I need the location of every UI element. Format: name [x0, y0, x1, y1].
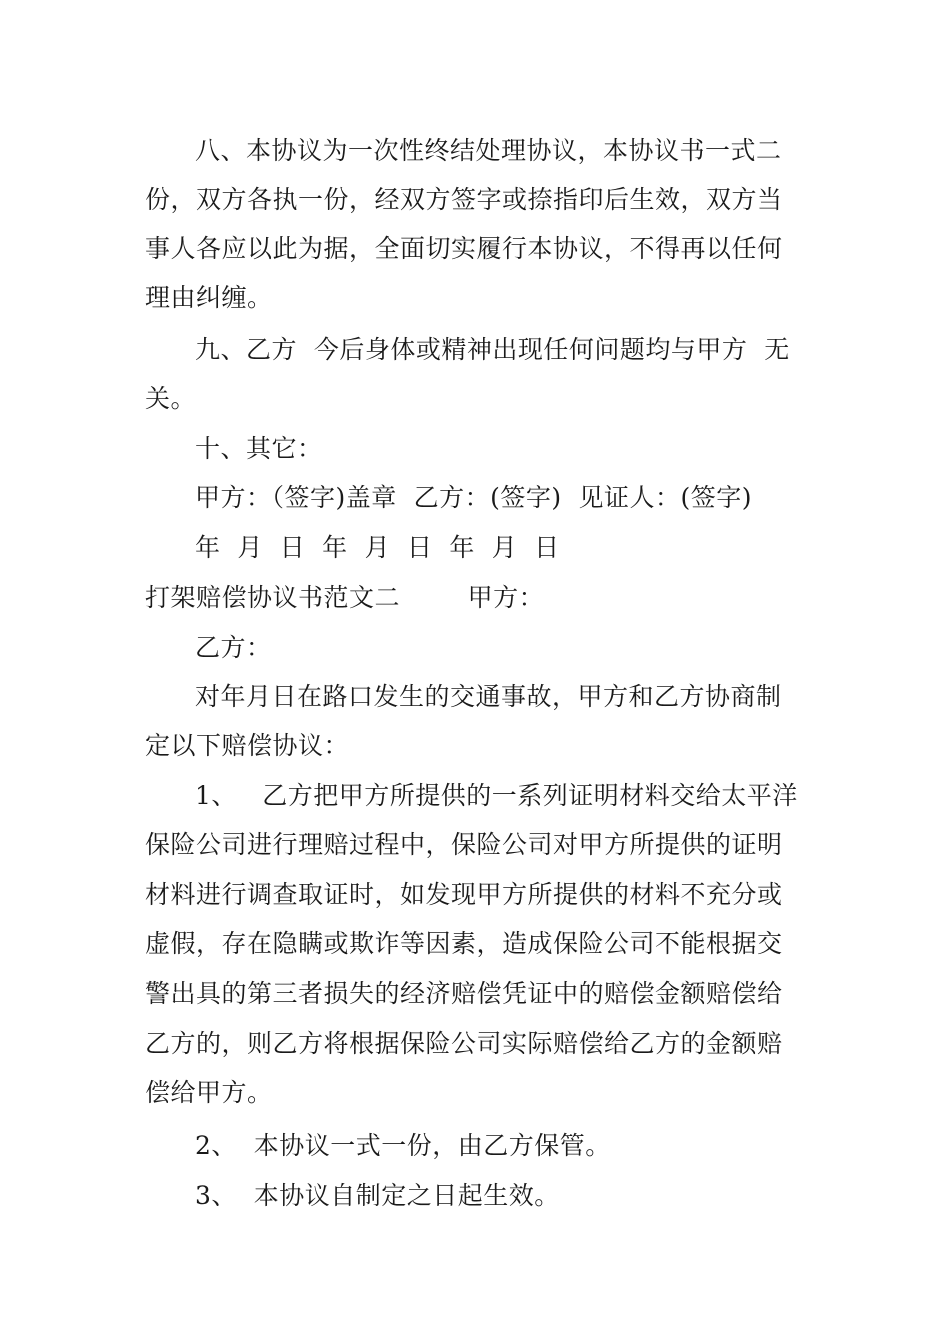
section-title-line: 打架赔偿协议书范文二 甲方： [145, 583, 545, 612]
intro-line-1: 对年月日在路口发生的交通事故，甲方和乙方协商制 [195, 682, 782, 711]
item-1-line-7: 偿给甲方。 [145, 1078, 273, 1107]
item-1-line-3: 材料进行调查取证时，如发现甲方所提供的材料不充分或 [145, 880, 783, 909]
item-1-line-1: 1、 乙方把甲方所提供的一系列证明材料交给太平洋 [195, 781, 798, 810]
date-line: 年 月 日 年 月 日 年 月 日 [195, 533, 560, 562]
clause-9-line-1: 九、乙方 今后身体或精神出现任何问题均与甲方 无 [195, 335, 790, 364]
item-2-line: 2、 本协议一式一份，由乙方保管。 [195, 1131, 611, 1160]
clause-8-line-4: 理由纠缠。 [145, 283, 273, 312]
clause-9-line-2: 关。 [145, 384, 197, 413]
intro-line-2: 定以下赔偿协议： [145, 731, 350, 760]
clause-8-line-1: 八、本协议为一次性终结处理协议，本协议书一式二 [195, 136, 782, 165]
signature-line: 甲方：（签字)盖章 乙方：(签字) 见证人：(签字) [195, 483, 753, 512]
clause-8-line-2: 份，双方各执一份，经双方签字或捺指印后生效，双方当 [145, 185, 783, 214]
item-1-line-6: 乙方的，则乙方将根据保险公司实际赔偿给乙方的金额赔 [145, 1029, 783, 1058]
item-1-line-5: 警出具的第三者损失的经济赔偿凭证中的赔偿金额赔偿给 [145, 979, 783, 1008]
clause-10-line: 十、其它： [195, 434, 323, 463]
item-3-line: 3、 本协议自制定之日起生效。 [195, 1181, 560, 1210]
clause-8-line-3: 事人各应以此为据，全面切实履行本协议，不得再以任何 [145, 234, 783, 263]
party-b-line: 乙方： [195, 633, 272, 662]
item-1-line-4: 虚假，存在隐瞒或欺诈等因素，造成保险公司不能根据交 [145, 929, 783, 958]
item-1-line-2: 保险公司进行理赔过程中，保险公司对甲方所提供的证明 [145, 830, 783, 859]
